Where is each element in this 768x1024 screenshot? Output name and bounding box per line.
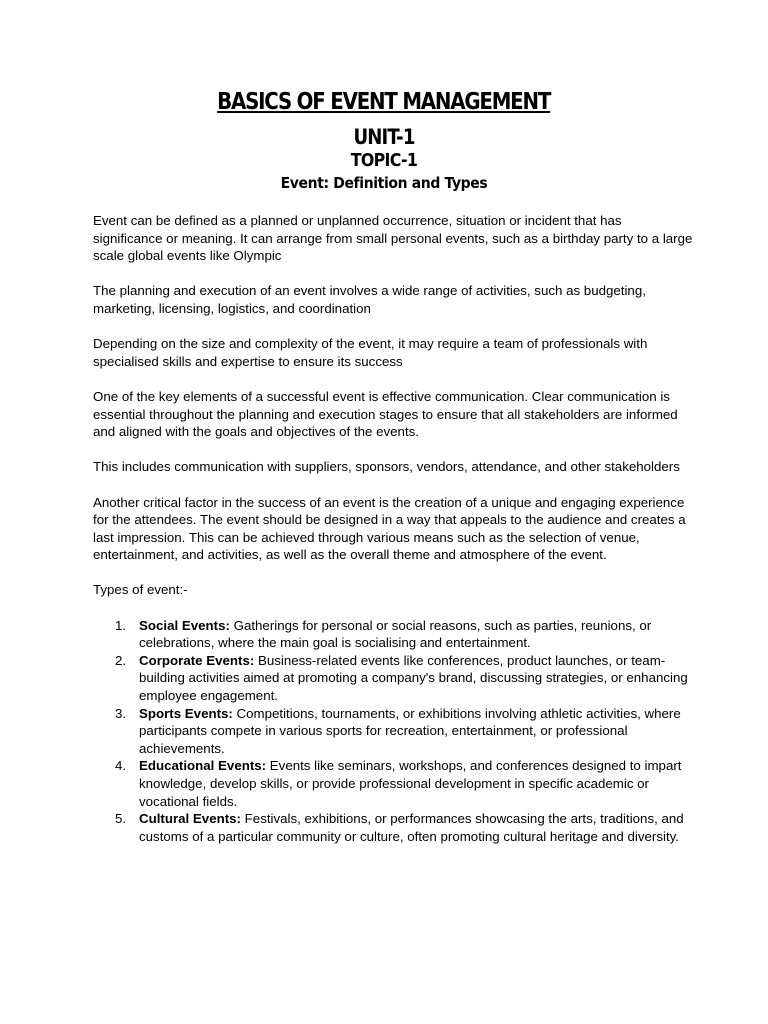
topic-heading: TOPIC-1 (350, 150, 418, 171)
event-type-term: Social Events: (139, 617, 230, 633)
body-text (93, 212, 693, 845)
event-type-term: Corporate Events: (139, 652, 255, 668)
list-number: 2. (115, 652, 127, 668)
paragraph: This includes communication with suppliers, sponsors, vendors, attendance, and other stakeholders (93, 459, 680, 475)
paragraph: Event can be defined as a planned or unplanned occurrence, situation or incident that has significance or meaning. It can arrange from small personal events, such as a birthday party to a large scale global events like Olympic (93, 213, 693, 264)
paragraph: The planning and execution of an event involves a wide range of activities, such as budgeting, marketing, licensing, logistics, and coordination (93, 283, 646, 316)
event-type-term: Cultural Events: (139, 811, 241, 827)
event-type-description: Gatherings for personal or social reasons, such as parties, reunions, or celebrations, where the main goal is socialising and entertainment. (139, 617, 652, 651)
paragraph: One of the key elements of a successful event is effective communication. Clear communication is essential throughout the planning and execution stages to ensure that all stakeholders are informed and aligned with the goals and objectives of the events. (93, 388, 678, 440)
types-heading: Types of event:- (93, 582, 188, 598)
event-type-term: Educational Events: (139, 758, 267, 774)
event-type-description: Competitions, tournaments, or exhibitions involving athletic activities, where participants compete in various sports for recreation, entertainment, or professional achievements. (139, 705, 681, 756)
list-number: 1. (115, 617, 127, 633)
list-number: 3. (115, 705, 127, 721)
event-type-description: Festivals, exhibitions, or performances showcasing the arts, traditions, and customs of a particular community or culture, often promoting cultural heritage and diversity. (139, 811, 684, 844)
list-item (93, 652, 693, 705)
event-types-list (93, 617, 693, 846)
title-block (0, 88, 768, 194)
topic-subtitle: Event: Definition and Types (280, 174, 488, 192)
unit-heading: UNIT-1 (353, 125, 415, 149)
list-item (93, 617, 693, 652)
list-item (93, 757, 693, 810)
paragraph: Another critical factor in the success of an event is the creation of a unique and engaging experience for the attendees. The event should be designed in a way that appeals to the audience and creates a last impression. This can be achieved through various means such as the selection of venue, entertainment, and activities, as well as the overall theme and atmosphere of the event. (93, 494, 686, 563)
event-type-description: Events like seminars, workshops, and conferences designed to impart knowledge, develop skills, or provide professional development in specific academic or vocational fields. (139, 758, 682, 809)
event-type-term: Sports Events: (139, 705, 233, 721)
list-number: 5. (115, 811, 127, 827)
event-type-description: Business-related events like conferences, product launches, or team-building activities aimed at promoting a company's brand, discussing strategies, or enhancing employee engagement. (139, 652, 688, 704)
list-item (93, 705, 693, 758)
paragraph: Depending on the size and complexity of the event, it may require a team of professionals with specialised skills and expertise to ensure its success (93, 336, 648, 369)
list-item (93, 810, 693, 845)
document-title: BASICS OF EVENT MANAGEMENT (217, 89, 551, 115)
list-number: 4. (115, 758, 127, 774)
